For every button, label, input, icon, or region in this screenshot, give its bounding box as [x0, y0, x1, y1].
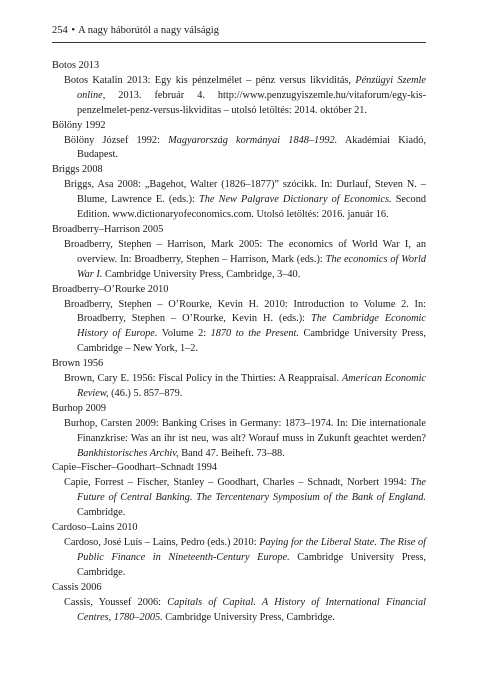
reference-title-italic: Capitals of Capital. A History of International Financial Centres, 1780–2005.	[77, 596, 426, 623]
reference-key: Brown 1956	[52, 358, 104, 370]
reference-text: Cambridge University Press, Cambridge.	[162, 611, 335, 623]
reference-entry	[64, 596, 426, 626]
reference-title-italic: The economics of World War I.	[77, 253, 426, 280]
reference-key: Broadberry–Harrison 2005	[52, 223, 164, 235]
reference-title-italic: 1870 to the Present.	[210, 328, 299, 340]
reference-text: Broadberry, Stephen – Harrison, Mark 2005: The economics of World War I, an overview. In: Broadberry, Stephen – Harrison, Mark (eds.):	[64, 238, 426, 265]
reference-text: Capie, Forrest – Fischer, Stanley – Goodhart, Charles – Schnadt, Norbert 1994:	[64, 477, 411, 489]
book-page	[52, 24, 426, 625]
reference-entry	[64, 372, 426, 402]
reference-entry	[64, 178, 426, 223]
reference-key: Cassis 2006	[52, 581, 102, 593]
reference-title-italic: Magyarország kormányai 1848–1992.	[168, 134, 338, 146]
reference-key: Broadberry–O’Rourke 2010	[52, 283, 169, 295]
reference-title-italic: Bankhistorisches Archiv,	[77, 447, 179, 459]
reference-text: Second Edition. www.dictionaryofeconomics.com. Utolsó letöltés: 2016. január 16.	[77, 194, 427, 221]
reference-title-italic: Pénzügyi Szemle online,	[77, 74, 426, 101]
reference-text: Burhop, Carsten 2009: Banking Crises in Germany: 1873–1974. In: Die internationale Finanzkrise: Was an ihr ist neu, was alt? Worauf muss in Zukunft geachtet werden?	[64, 417, 426, 444]
reference-text: Brown, Cary E. 1956: Fiscal Policy in the Thirties: A Reappraisal.	[64, 373, 342, 385]
reference-list	[52, 59, 426, 625]
reference-text: Botos Katalin 2013: Egy kis pénzelmélet – pénz versus likviditás,	[64, 74, 356, 86]
reference-title-italic: Paying for the Liberal State. The Rise of Public Finance in Nineteenth-Century Europe.	[77, 537, 427, 563]
reference-text: Broadberry, Stephen – O’Rourke, Kevin H. 2010: Introduction to Volume 2. In: Broadberry, Stephen – O’Rourke, Kevin H. (eds.):	[64, 298, 426, 325]
reference-entry	[64, 238, 426, 283]
reference-title-italic: The Cambridge Economic History of Europe.	[77, 313, 426, 340]
reference-title-italic: The Future of Central Banking. The Tercentenary Symposium of the Bank of England.	[77, 477, 426, 504]
page-number: 254	[52, 25, 68, 36]
running-title: A nagy háborútól a nagy válságig	[78, 25, 219, 36]
reference-text: Cambridge University Press, Cambridge – New York, 1–2.	[77, 328, 426, 355]
reference-key: Capie–Fischer–Goodhart–Schnadt 1994	[52, 462, 218, 474]
reference-text: Cassis, Youssef 2006:	[64, 596, 168, 608]
header-separator: •	[71, 25, 76, 36]
reference-text: Cambridge.	[77, 507, 126, 519]
reference-text: Bölöny József 1992:	[64, 134, 169, 146]
reference-text: Akadémiai Kiadó, Budapest.	[77, 134, 426, 161]
reference-text: Cambridge University Press, Cambridge.	[77, 551, 427, 578]
reference-text: (46.) 5. 857–879.	[108, 387, 183, 399]
reference-text: Volume 2:	[157, 328, 211, 340]
reference-key: Botos 2013	[52, 60, 100, 71]
reference-entry	[64, 298, 426, 358]
reference-key: Cardoso–Lains 2010	[52, 522, 138, 534]
reference-title-italic: American Economic Review,	[77, 373, 427, 399]
reference-entry	[64, 134, 426, 164]
reference-entry	[64, 74, 426, 119]
reference-text: Cambridge University Press, Cambridge, 3–40.	[102, 268, 301, 280]
reference-title-italic: The New Palgrave Dictionary of Economics.	[199, 194, 392, 206]
reference-key: Briggs 2008	[52, 164, 103, 176]
reference-text: 2013. február 4. http://www.penzugyiszemle.hu/vitaforum/egy-kis-penzelmelet-penz-versus-likviditas – utolsó letöltés: 2014. október 21.	[77, 89, 426, 116]
reference-key: Bölöny 1992	[52, 119, 106, 131]
reference-entry	[64, 476, 426, 521]
reference-entry	[64, 417, 426, 462]
reference-text: Cardoso, José Luís – Lains, Pedro (eds.) 2010:	[64, 537, 260, 548]
reference-text: Briggs, Asa 2008: „Bagehot, Walter (1826–1877)” szócikk. In: Durlauf, Steven N. – Blume, Lawrence E. (eds.):	[64, 179, 426, 206]
running-header	[52, 24, 426, 43]
reference-entry	[64, 536, 426, 581]
reference-key: Burhop 2009	[52, 402, 107, 414]
reference-text: Band 47. Beiheft. 73–88.	[178, 447, 285, 459]
